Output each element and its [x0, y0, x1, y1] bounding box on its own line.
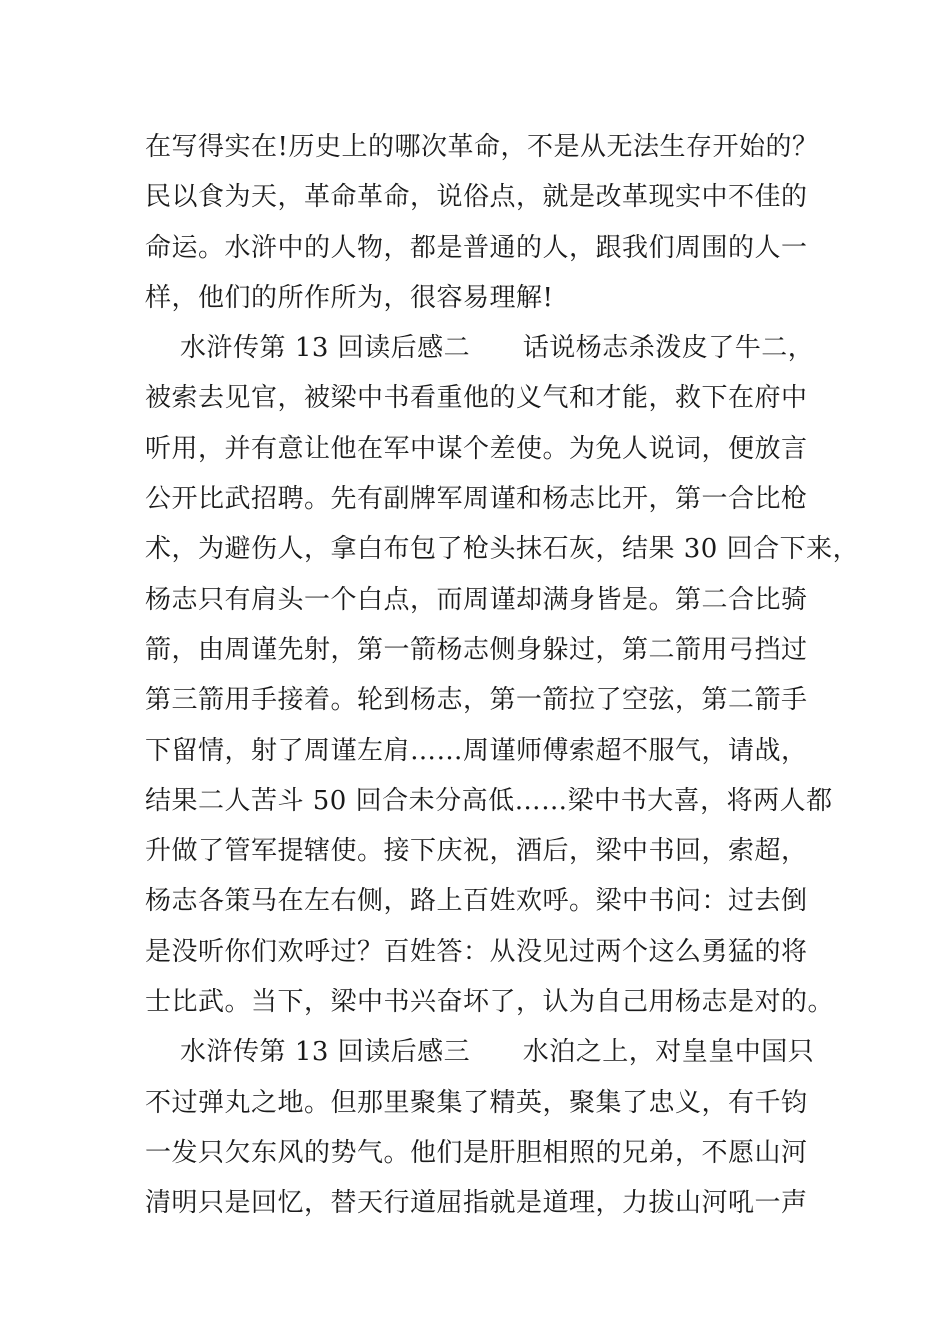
text-line: 被索去见官，被梁中书看重他的义气和才能，救下在府中: [145, 383, 808, 414]
text-line: 杨志各策马在左右侧，路上百姓欢呼。梁中书问：过去倒: [145, 886, 808, 917]
text-line: 结果二人苦斗 50 回合未分高低……梁中书大喜，将两人都: [145, 785, 833, 816]
text-line: 民以食为天，革命革命，说俗点，就是改革现实中不佳的: [145, 182, 808, 213]
text-line: 下留情，射了周谨左肩……周谨师傅索超不服气，请战，: [145, 735, 808, 766]
document-body: [145, 122, 860, 1229]
text-line: 样，他们的所作所为，很容易理解!: [145, 282, 554, 313]
text-line: 公开比武招聘。先有副牌军周谨和杨志比开，第一合比枪: [145, 484, 808, 515]
text-line: 杨志只有肩头一个白点，而周谨却满身皆是。第二合比骑: [145, 584, 808, 615]
section-heading-line: 水浒传第 13 回读后感三 水泊之上，对皇皇中国只: [145, 1037, 815, 1068]
text-line: 箭，由周谨先射，第一箭杨志侧身躲过，第二箭用弓挡过: [145, 634, 808, 665]
text-line: 在写得实在!历史上的哪次革命，不是从无法生存开始的？: [145, 132, 819, 162]
text-line: 不过弹丸之地。但那里聚集了精英，聚集了忠义，有千钧: [145, 1087, 808, 1118]
text-line: 清明只是回忆，替天行道屈指就是道理，力拔山河吼一声: [145, 1188, 808, 1219]
section-heading-line: 水浒传第 13 回读后感二 话说杨志杀泼皮了牛二，: [145, 333, 815, 364]
text-line: 升做了管军提辖使。接下庆祝，酒后，梁中书回，索超，: [145, 836, 808, 867]
text-line: 是没听你们欢呼过？百姓答：从没见过两个这么勇猛的将: [145, 936, 808, 967]
text-line: 一发只欠东风的势气。他们是肝胆相照的兄弟，不愿山河: [145, 1137, 808, 1168]
text-line: 第三箭用手接着。轮到杨志，第一箭拉了空弦，第二箭手: [145, 685, 808, 716]
text-line: 听用，并有意让他在军中谋个差使。为免人说词，便放言: [145, 433, 808, 464]
text-line: 命运。水浒中的人物，都是普通的人，跟我们周围的人一: [145, 232, 808, 263]
text-line: 术，为避伤人，拿白布包了枪头抹石灰，结果 30 回合下来，: [145, 534, 860, 565]
text-line: 士比武。当下，梁中书兴奋坏了，认为自己用杨志是对的。: [145, 987, 835, 1018]
